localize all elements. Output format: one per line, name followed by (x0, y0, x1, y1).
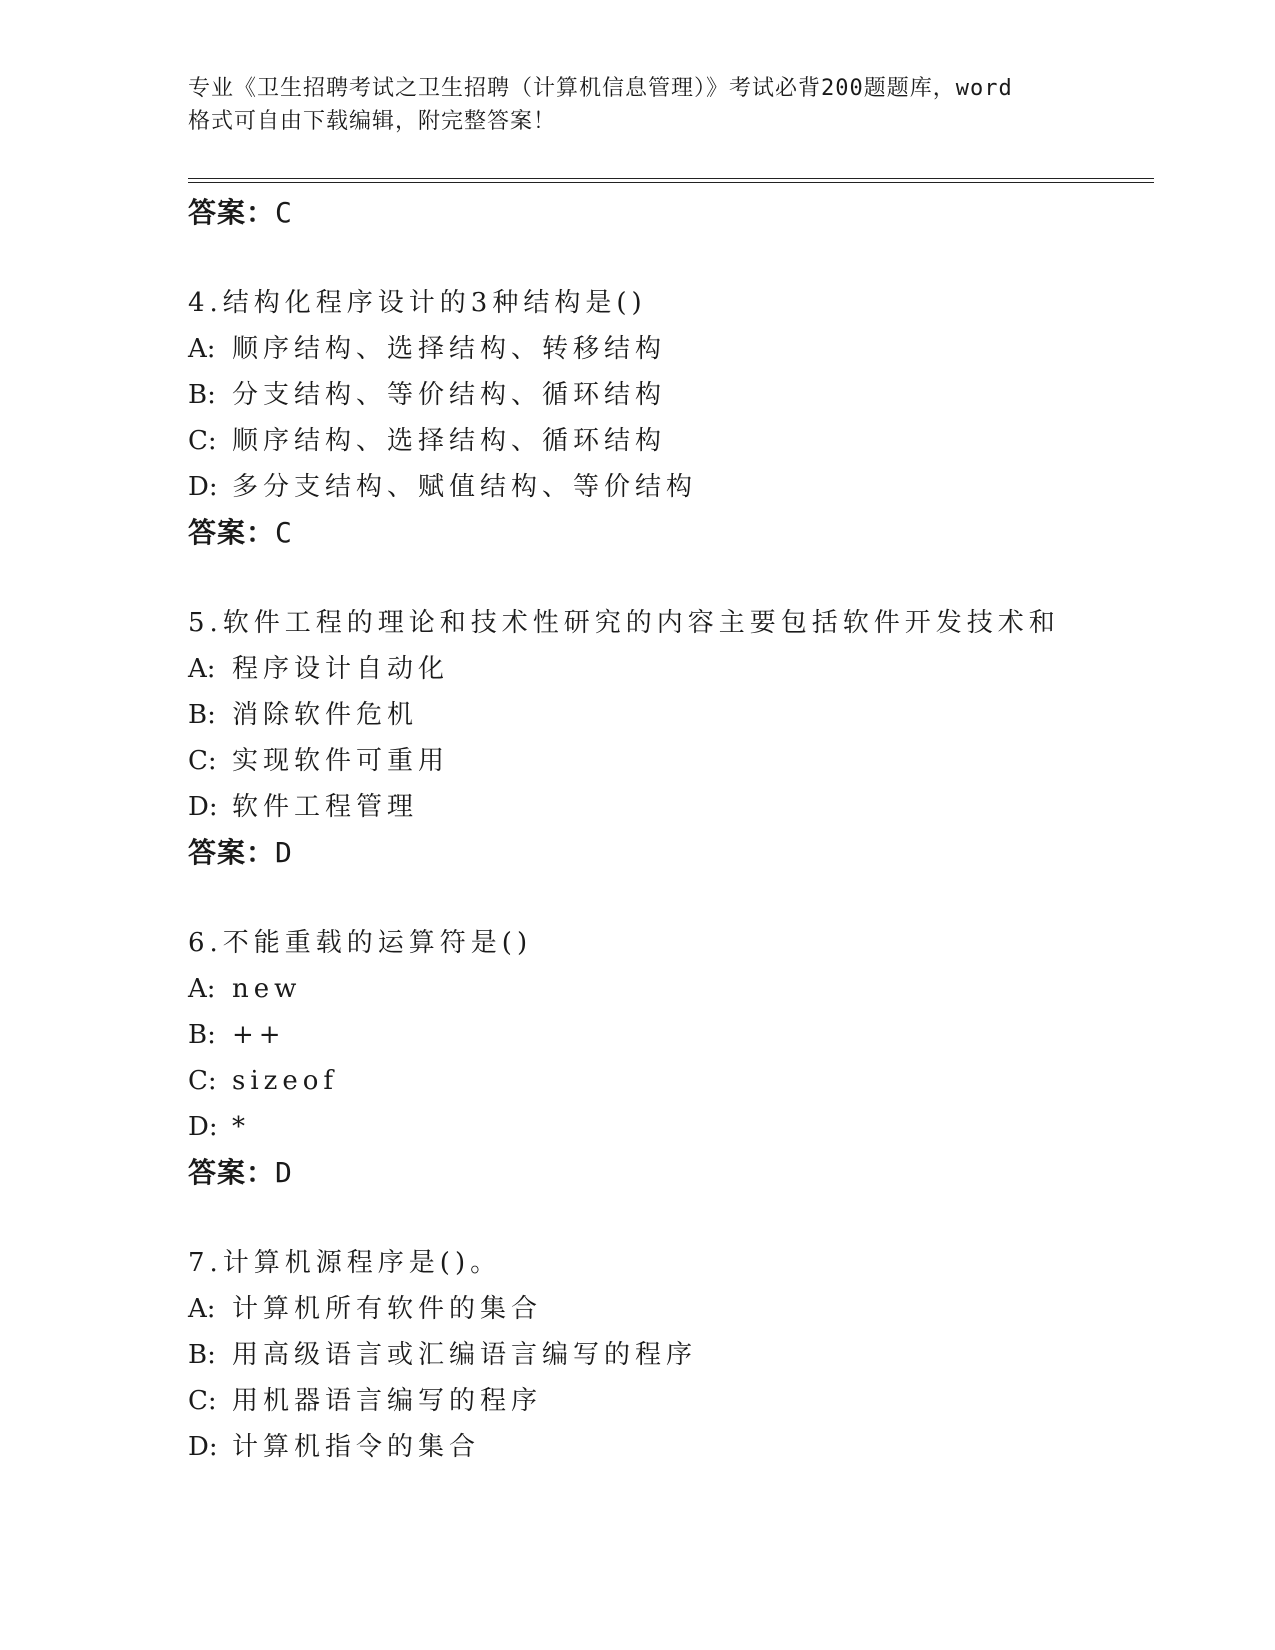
option-c (188, 418, 1148, 464)
answer-value: D (275, 836, 293, 869)
answer-line (188, 190, 1148, 236)
question-block (188, 280, 1148, 556)
option-key: C: (188, 426, 217, 456)
header-line-1: 专业《卫生招聘考试之卫生招聘（计算机信息管理）》考试必背200题题库，word (188, 76, 1013, 101)
option-a (188, 1286, 1148, 1332)
question-text: 5.软件工程的理论和技术性研究的内容主要包括软件开发技术和 (188, 608, 1060, 638)
option-key: D: (188, 1112, 218, 1142)
spacer (188, 236, 1148, 280)
answer-value: C (275, 516, 293, 549)
option-a (188, 966, 1148, 1012)
option-text: 顺序结构、选择结构、转移结构 (232, 334, 667, 364)
answer-value: D (275, 1156, 293, 1189)
option-text: 软件工程管理 (232, 792, 419, 822)
answer-line (188, 830, 1148, 876)
spacer (188, 1196, 1148, 1240)
spacer (188, 876, 1148, 920)
option-b (188, 1332, 1148, 1378)
option-text: 用机器语言编写的程序 (232, 1386, 543, 1416)
option-text: * (232, 1112, 250, 1142)
option-text: 计算机所有软件的集合 (232, 1294, 543, 1324)
answer-label: 答案： (188, 516, 276, 549)
header-divider-top (188, 178, 1154, 179)
option-c (188, 738, 1148, 784)
option-text: ++ (232, 1020, 286, 1050)
option-d (188, 1424, 1148, 1470)
option-key: A: (188, 1294, 216, 1324)
option-text: 用高级语言或汇编语言编写的程序 (232, 1340, 698, 1370)
option-key: D: (188, 1432, 218, 1462)
option-d (188, 784, 1148, 830)
option-text: 顺序结构、选择结构、循环结构 (232, 426, 667, 456)
question-text: 7.计算机源程序是()。 (188, 1248, 502, 1278)
document-header (188, 72, 1108, 138)
spacer (188, 556, 1148, 600)
answer-value: C (275, 196, 293, 229)
answer-label: 答案： (188, 196, 276, 229)
option-b (188, 1012, 1148, 1058)
option-key: B: (188, 700, 216, 730)
option-text: 计算机指令的集合 (232, 1432, 481, 1462)
option-b (188, 372, 1148, 418)
option-key: A: (188, 654, 216, 684)
option-d (188, 464, 1148, 510)
option-text: 分支结构、等价结构、循环结构 (232, 380, 667, 410)
answer-line (188, 1150, 1148, 1196)
option-c (188, 1058, 1148, 1104)
question-block (188, 920, 1148, 1196)
option-key: A: (188, 974, 216, 1004)
option-text: 多分支结构、赋值结构、等价结构 (232, 472, 698, 502)
option-c (188, 1378, 1148, 1424)
option-key: D: (188, 792, 218, 822)
option-text: sizeof (232, 1066, 339, 1096)
question-text: 6.不能重载的运算符是() (188, 928, 533, 958)
answer-line (188, 510, 1148, 556)
option-b (188, 692, 1148, 738)
question-list (188, 190, 1148, 1470)
option-key: D: (188, 472, 218, 502)
option-text: 实现软件可重用 (232, 746, 450, 776)
option-d (188, 1104, 1148, 1150)
option-key: B: (188, 380, 216, 410)
option-text: new (232, 974, 302, 1004)
header-line-2: 格式可自由下载编辑，附完整答案！ (188, 109, 557, 134)
option-key: C: (188, 1066, 217, 1096)
question-block (188, 1240, 1148, 1470)
option-a (188, 326, 1148, 372)
answer-label: 答案： (188, 1156, 276, 1189)
option-text: 程序设计自动化 (232, 654, 450, 684)
option-key: B: (188, 1340, 216, 1370)
option-key: C: (188, 1386, 217, 1416)
option-key: A: (188, 334, 216, 364)
option-text: 消除软件危机 (232, 700, 419, 730)
option-key: C: (188, 746, 217, 776)
option-a (188, 646, 1148, 692)
option-key: B: (188, 1020, 216, 1050)
question-block (188, 600, 1148, 876)
header-divider-bottom (188, 182, 1154, 183)
answer-label: 答案： (188, 836, 276, 869)
question-text: 4.结构化程序设计的3种结构是() (188, 288, 647, 318)
